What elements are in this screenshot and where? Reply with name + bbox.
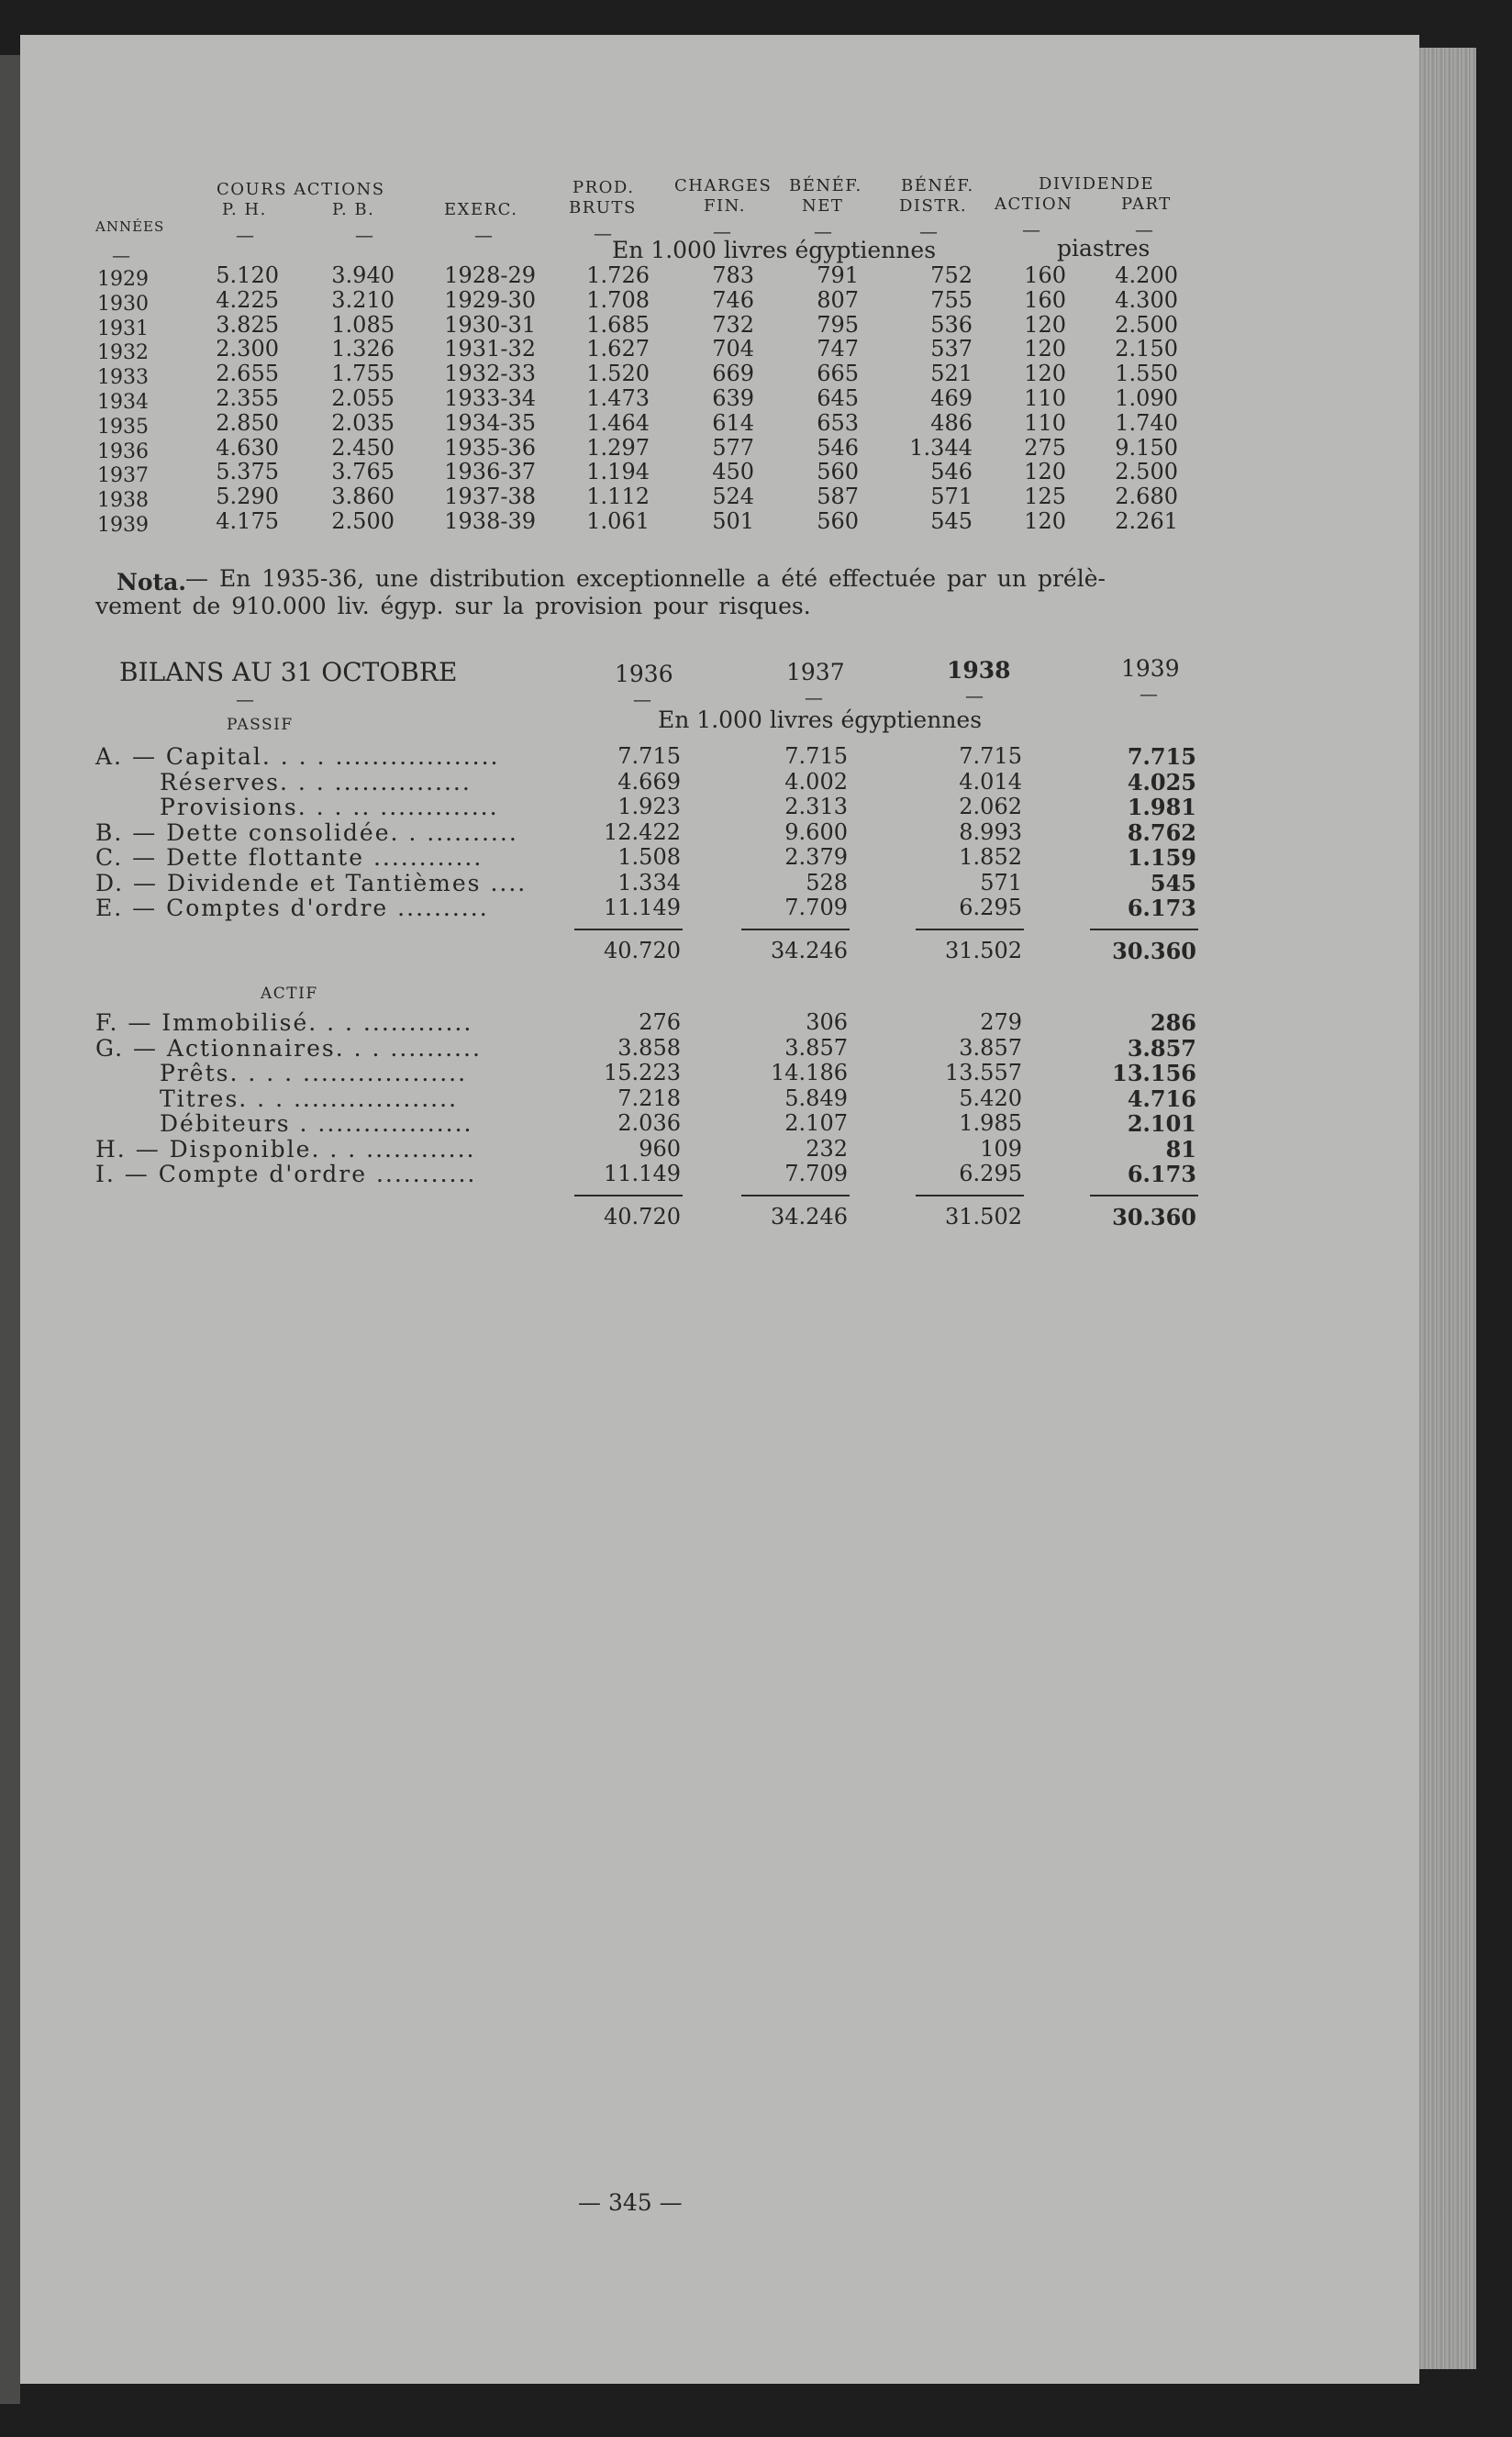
header-cours-actions: COURS ACTIONS (217, 180, 385, 199)
table1-cell-ph: 5.375 (216, 459, 279, 485)
table1-cell-charges: 732 (712, 311, 754, 338)
actif-row-value: 7.709 (784, 1161, 848, 1186)
actif-row-value: 5.849 (784, 1085, 848, 1111)
passif-row-value: 4.669 (617, 768, 681, 795)
header-ph: P. H. (222, 200, 267, 219)
actif-row-value: 5.420 (959, 1085, 1022, 1111)
book-page-edges (1419, 48, 1476, 2369)
table1-cell-net: 560 (817, 508, 859, 534)
passif-row-value: 7.709 (784, 895, 848, 920)
table1-cell-pb: 1.326 (331, 336, 395, 362)
header-dash: — (355, 224, 373, 246)
actif-row-value: 109 (980, 1135, 1022, 1162)
table1-cell-pb: 3.210 (331, 286, 395, 313)
table1-cell-prod: 1.708 (586, 286, 650, 313)
passif-row-label: E. — Comptes d'ordre .......... (95, 895, 489, 921)
passif-row-label: Réserves. . . ............... (160, 768, 472, 796)
title-dash: — (236, 688, 254, 710)
year-dash: — (633, 688, 651, 710)
table1-cell-charges: 669 (712, 361, 754, 387)
passif-row-value: 2.062 (959, 794, 1022, 819)
header-charges: CHARGES (674, 176, 773, 195)
bilans-title: BILANS AU 31 OCTOBRE (119, 657, 458, 687)
passif-row-value: 6.173 (1127, 895, 1196, 921)
passif-row-value: 7.715 (1127, 743, 1196, 770)
table1-cell-net: 546 (817, 434, 859, 461)
table1-cell-net: 791 (817, 262, 859, 288)
table1-cell-exerc: 1937-38 (444, 484, 536, 510)
actif-row-value: 306 (806, 1009, 848, 1035)
table1-cell-annee: 1937 (97, 464, 149, 488)
table1-cell-exerc: 1933-34 (444, 385, 536, 411)
passif_totals-total: 40.720 (604, 938, 681, 963)
actif-row-value: 13.156 (1112, 1060, 1196, 1086)
table1-cell-net: 665 (817, 361, 859, 387)
table1-cell-ph: 3.825 (216, 311, 279, 338)
table1-cell-prod: 1.685 (586, 311, 650, 338)
table1-cell-net: 653 (817, 409, 859, 436)
table1-cell-action: 275 (1024, 434, 1066, 461)
table1-cell-action: 110 (1024, 409, 1066, 436)
passif-row-value: 12.422 (604, 818, 681, 845)
passif-row-value: 2.379 (784, 844, 848, 870)
table1-cell-exerc: 1934-35 (444, 409, 536, 436)
table1-cell-exerc: 1929-30 (444, 286, 536, 313)
header-dividende: DIVIDENDE (1039, 174, 1155, 194)
table1-cell-annee: 1929 (97, 268, 149, 291)
table1-cell-annee: 1931 (97, 317, 149, 340)
actif-row-value: 13.557 (945, 1060, 1022, 1085)
table1-cell-pb: 1.755 (331, 361, 395, 387)
table1-cell-annee: 1934 (97, 391, 149, 414)
passif-row-value: 9.600 (784, 818, 848, 845)
table1-cell-annee: 1938 (97, 489, 149, 513)
table1-cell-annee: 1930 (97, 292, 149, 316)
header-part: PART (1121, 195, 1172, 214)
total-rule (916, 1195, 1024, 1196)
header-action: ACTION (995, 195, 1073, 214)
actif-row-label: H. — Disponible. . . ............ (95, 1135, 476, 1163)
actif_totals-total: 30.360 (1112, 1204, 1196, 1230)
table1-cell-exerc: 1930-31 (444, 311, 536, 338)
table1-cell-part: 2.500 (1115, 311, 1178, 338)
passif-row-value: 1.159 (1127, 844, 1196, 871)
year-dash: — (965, 684, 984, 707)
table1-cell-pb: 3.765 (331, 459, 395, 485)
actif-row-value: 3.858 (617, 1034, 681, 1061)
passif-row-value: 8.762 (1127, 818, 1196, 846)
actif-row-value: 232 (806, 1135, 848, 1162)
year-dash: — (805, 686, 823, 708)
table1-cell-distr: 571 (930, 484, 973, 510)
actif-row-label: F. — Immobilisé. . . ............ (95, 1009, 473, 1036)
passif-row-value: 1.508 (617, 844, 681, 870)
table1-cell-ph: 2.355 (216, 385, 279, 411)
table1-cell-ph: 5.290 (216, 484, 279, 510)
passif-row-value: 4.025 (1127, 768, 1196, 796)
passif-row-value: 7.715 (959, 743, 1022, 769)
header-fin: FIN. (704, 196, 746, 216)
header-dash: — (112, 244, 130, 266)
passif-row-value: 545 (1150, 869, 1196, 896)
actif-row-label: I. — Compte d'ordre ........... (95, 1161, 477, 1187)
table1-cell-charges: 746 (712, 286, 754, 313)
actif-row-value: 286 (1150, 1009, 1196, 1036)
passif-row-value: 4.014 (959, 768, 1022, 795)
table1-cell-distr: 521 (930, 361, 973, 387)
table1-cell-action: 120 (1024, 311, 1066, 338)
actif-row-value: 276 (639, 1009, 681, 1035)
header-dash: — (594, 222, 612, 244)
actif-row-value: 2.107 (784, 1110, 848, 1136)
table1-cell-net: 645 (817, 385, 859, 411)
actif_totals-total: 31.502 (945, 1204, 1022, 1230)
table1-cell-charges: 577 (712, 434, 754, 461)
table1-cell-annee: 1935 (97, 415, 149, 439)
year-1937: 1937 (786, 659, 845, 685)
table1-cell-action: 120 (1024, 459, 1066, 485)
table1-cell-ph: 2.300 (216, 336, 279, 362)
passif-row-label: A. — Capital. . . . .................. (95, 743, 500, 770)
table1-cell-part: 2.680 (1115, 484, 1178, 510)
passif-row-label: C. — Dette flottante ............ (95, 844, 484, 871)
header-dash: — (1022, 218, 1040, 240)
table1-cell-action: 120 (1024, 336, 1066, 362)
table1-cell-part: 4.300 (1115, 286, 1178, 313)
table1-cell-net: 807 (817, 286, 859, 313)
total-rule (916, 929, 1024, 930)
table1-cell-part: 1.090 (1115, 385, 1178, 411)
table1-cell-annee: 1932 (97, 341, 149, 365)
header-benef-distr-top: BÉNÉF. (901, 176, 974, 195)
passif_totals-total: 31.502 (945, 938, 1022, 963)
header-prod: PROD. (573, 178, 635, 197)
actif-row-value: 6.173 (1127, 1161, 1196, 1187)
passif-row-value: 7.715 (617, 743, 681, 769)
passif-row-label: D. — Dividende et Tantièmes .... (95, 869, 528, 896)
passif-row-value: 11.149 (604, 895, 681, 920)
table1-cell-prod: 1.464 (586, 409, 650, 436)
total-rule (574, 929, 683, 930)
nota-line1: — En 1935-36, une distribution exceptionnelle a été effectuée par un prélè- (185, 565, 1106, 592)
passif-row-value: 528 (806, 869, 848, 896)
header-dash: — (236, 224, 254, 246)
passif-row-value: 1.981 (1127, 794, 1196, 820)
table1-cell-part: 2.261 (1115, 508, 1178, 534)
total-rule (1090, 1195, 1198, 1196)
table1-cell-charges: 524 (712, 484, 754, 510)
total-rule (741, 929, 850, 930)
passif_totals-total: 34.246 (771, 938, 848, 963)
passif-row-label: Provisions. . . .. ............. (160, 794, 499, 820)
table1-cell-exerc: 1938-39 (444, 508, 536, 534)
table1-cell-ph: 2.850 (216, 409, 279, 436)
table1-cell-exerc: 1932-33 (444, 361, 536, 387)
table1-cell-distr: 545 (930, 508, 973, 534)
actif-row-value: 11.149 (604, 1161, 681, 1186)
table1-cell-pb: 1.085 (331, 311, 395, 338)
unit-piastres: piastres (1057, 235, 1151, 262)
passif-title: PASSIF (227, 716, 294, 734)
header-annees: ANNÉES (95, 218, 165, 235)
year-1939: 1939 (1121, 655, 1180, 682)
header-pb: P. B. (332, 200, 375, 219)
table1-cell-ph: 4.175 (216, 508, 279, 534)
table1-cell-ph: 5.120 (216, 262, 279, 288)
table1-cell-exerc: 1928-29 (444, 262, 536, 288)
passif-row-label: B. — Dette consolidée. . .......... (95, 818, 518, 846)
table1-cell-part: 2.500 (1115, 459, 1178, 485)
nota-line2: vement de 910.000 liv. égyp. sur la provision pour risques. (95, 593, 811, 619)
passif-row-value: 1.852 (959, 844, 1022, 870)
table1-cell-part: 9.150 (1115, 434, 1178, 461)
page-number: — 345 — (578, 2189, 683, 2216)
table1-cell-distr: 537 (930, 336, 973, 362)
table1-cell-action: 110 (1024, 385, 1066, 411)
table1-cell-prod: 1.297 (586, 434, 650, 461)
table1-cell-distr: 546 (930, 459, 973, 485)
bilans-unit: En 1.000 livres égyptiennes (658, 707, 983, 733)
table1-cell-action: 120 (1024, 361, 1066, 387)
actif-row-value: 3.857 (784, 1034, 848, 1061)
header-dash: — (713, 220, 731, 242)
table1-cell-distr: 469 (930, 385, 973, 411)
table1-cell-prod: 1.194 (586, 459, 650, 485)
year-dash: — (1140, 683, 1158, 705)
book-page (20, 35, 1419, 2384)
total-rule (1090, 929, 1198, 930)
passif-row-value: 2.313 (784, 794, 848, 819)
table1-cell-annee: 1936 (97, 440, 149, 463)
header-dash: — (919, 220, 938, 242)
actif-row-value: 4.716 (1127, 1085, 1196, 1112)
actif-row-label: Titres. . . .................. (160, 1085, 459, 1112)
actif-row-value: 15.223 (604, 1060, 681, 1085)
passif-row-value: 8.993 (959, 818, 1022, 845)
header-dash: — (814, 220, 832, 242)
table1-cell-annee: 1939 (97, 514, 149, 537)
passif-row-value: 571 (980, 869, 1022, 896)
passif-row-value: 4.002 (784, 768, 848, 795)
year-1936: 1936 (615, 661, 673, 687)
table1-cell-pb: 2.035 (331, 409, 395, 436)
actif-title: ACTIF (261, 985, 318, 1003)
header-benef-net-top: BÉNÉF. (789, 176, 862, 195)
passif_totals-total: 30.360 (1112, 938, 1196, 964)
actif-row-value: 7.218 (617, 1085, 681, 1111)
table1-cell-prod: 1.627 (586, 336, 650, 362)
table1-cell-exerc: 1936-37 (444, 459, 536, 485)
table1-cell-action: 125 (1024, 484, 1066, 510)
header-dash: — (1135, 218, 1153, 240)
total-rule (574, 1195, 683, 1196)
table1-cell-pb: 3.860 (331, 484, 395, 510)
actif-row-value: 14.186 (771, 1060, 848, 1085)
actif-row-value: 2.036 (617, 1110, 681, 1136)
total-rule (741, 1195, 850, 1196)
actif_totals-total: 40.720 (604, 1204, 681, 1230)
table1-cell-distr: 752 (930, 262, 973, 288)
passif-row-value: 7.715 (784, 743, 848, 769)
table1-cell-charges: 639 (712, 385, 754, 411)
header-exerc: EXERC. (444, 200, 518, 219)
table1-cell-ph: 2.655 (216, 361, 279, 387)
book-binding-edge (0, 55, 20, 2404)
table1-cell-net: 587 (817, 484, 859, 510)
table1-cell-distr: 755 (930, 286, 973, 313)
table1-cell-net: 747 (817, 336, 859, 362)
table1-cell-action: 160 (1024, 262, 1066, 288)
actif-row-label: G. — Actionnaires. . . .......... (95, 1034, 482, 1062)
table1-cell-prod: 1.112 (586, 484, 650, 510)
actif-row-value: 960 (639, 1135, 681, 1162)
table1-cell-pb: 2.500 (331, 508, 395, 534)
table1-cell-prod: 1.473 (586, 385, 650, 411)
header-net: NET (802, 196, 844, 216)
table1-cell-charges: 501 (712, 508, 754, 534)
passif-row-value: 1.334 (617, 869, 681, 896)
table1-cell-exerc: 1935-36 (444, 434, 536, 461)
table1-cell-charges: 450 (712, 459, 754, 485)
actif-row-value: 279 (980, 1009, 1022, 1035)
passif-row-value: 1.923 (617, 794, 681, 819)
table1-cell-charges: 783 (712, 262, 754, 288)
actif-row-label: Prêts. . . . .................. (160, 1060, 468, 1086)
table1-cell-prod: 1.061 (586, 508, 650, 534)
table1-cell-charges: 704 (712, 336, 754, 362)
table1-cell-annee: 1933 (97, 366, 149, 390)
actif-row-value: 3.857 (1127, 1034, 1196, 1062)
table1-cell-action: 160 (1024, 286, 1066, 313)
passif-row-value: 6.295 (959, 895, 1022, 920)
table1-cell-pb: 3.940 (331, 262, 395, 288)
table1-cell-prod: 1.520 (586, 361, 650, 387)
actif-row-value: 6.295 (959, 1161, 1022, 1186)
table1-cell-ph: 4.630 (216, 434, 279, 461)
nota-label: Nota. (117, 569, 186, 595)
table1-cell-prod: 1.726 (586, 262, 650, 288)
header-distr: DISTR. (899, 196, 968, 216)
table1-cell-ph: 4.225 (216, 286, 279, 313)
actif-row-value: 81 (1165, 1135, 1196, 1163)
table1-cell-distr: 536 (930, 311, 973, 338)
table1-cell-pb: 2.450 (331, 434, 395, 461)
table1-cell-net: 560 (817, 459, 859, 485)
unit-money: En 1.000 livres égyptiennes (612, 237, 937, 263)
table1-cell-pb: 2.055 (331, 385, 395, 411)
table1-cell-part: 2.150 (1115, 336, 1178, 362)
table1-cell-net: 795 (817, 311, 859, 338)
header-bruts: BRUTS (569, 198, 637, 217)
table1-cell-part: 4.200 (1115, 262, 1178, 288)
actif-row-value: 2.101 (1127, 1110, 1196, 1137)
actif_totals-total: 34.246 (771, 1204, 848, 1230)
table1-cell-action: 120 (1024, 508, 1066, 534)
actif-row-value: 1.985 (959, 1110, 1022, 1136)
table1-cell-part: 1.550 (1115, 361, 1178, 387)
actif-row-value: 3.857 (959, 1034, 1022, 1061)
table1-cell-distr: 486 (930, 409, 973, 436)
table1-cell-charges: 614 (712, 409, 754, 436)
table1-cell-exerc: 1931-32 (444, 336, 536, 362)
year-1938: 1938 (947, 657, 1011, 684)
header-dash: — (474, 224, 493, 246)
table1-cell-distr: 1.344 (909, 434, 973, 461)
actif-row-label: Débiteurs . ................. (160, 1110, 473, 1137)
table1-cell-part: 1.740 (1115, 409, 1178, 436)
